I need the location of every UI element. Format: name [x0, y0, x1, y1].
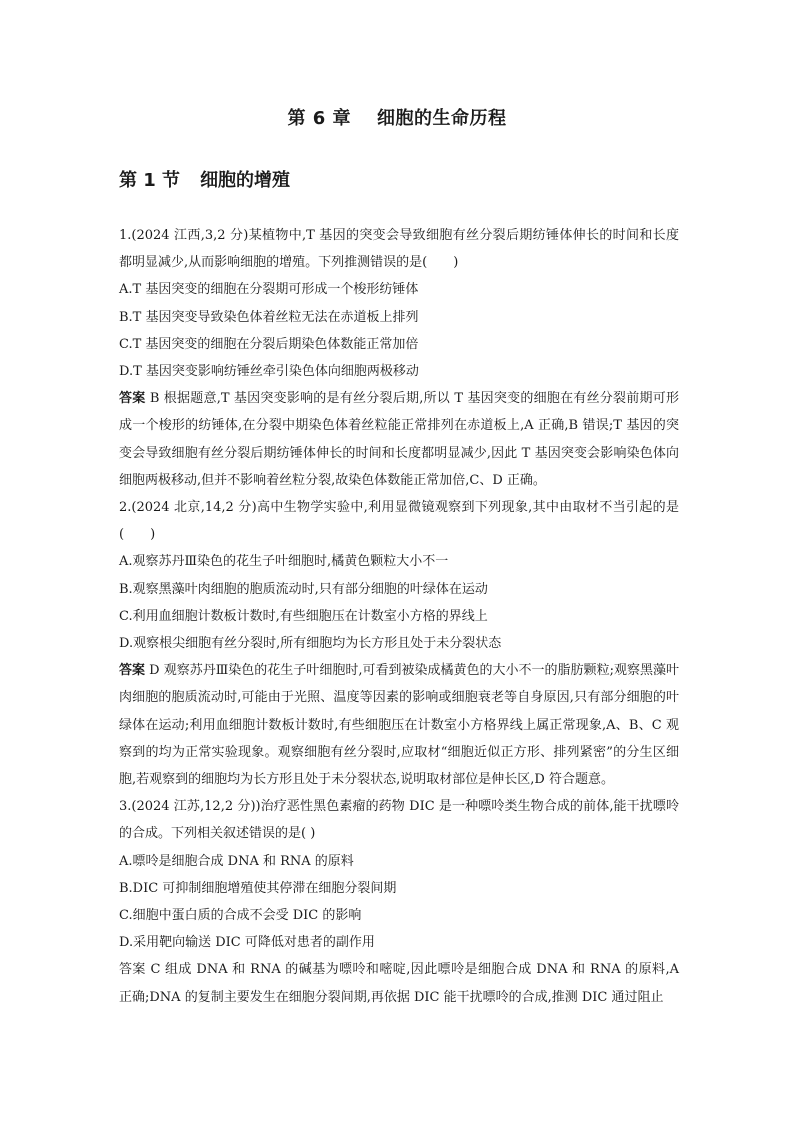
option-c: C.细胞中蛋白质的合成不会受 DIC 的影响 [119, 908, 362, 924]
option-d: D.采用靶向输送 DIC 可降低对患者的副作用 [119, 935, 375, 951]
question-stem: 3.(2024 江苏,12,2 分))治疗恶性黑色素瘤的药物 DIC 是一种嘌呤类生物合成的前体,能干扰嘌呤的合成。下列相关叙述错误的是( ) [119, 799, 679, 842]
answer-explanation [119, 956, 679, 1010]
answer-text: C 组成 DNA 和 RNA 的碱基为嘌呤和嘧啶,因此嘌呤是细胞合成 DNA 和 RNA 的原料,A 正确;DNA 的复制主要发生在细胞分裂间期,再依据 DIC 能干扰嘌呤的合成,推测 DIC 通过阻止 [119, 962, 679, 1005]
option-b: B.DIC 可抑制细胞增殖使其停滞在细胞分裂间期 [119, 880, 397, 896]
chapter-number: 第 6 章 [287, 108, 352, 129]
option-b: B.观察黑藻叶肉细胞的胞质流动时,只有部分细胞的叶绿体在运动 [119, 581, 488, 597]
answer-label: 答案 [119, 663, 146, 679]
option-c: C.T 基因突变的细胞在分裂后期染色体数能正常加倍 [119, 336, 419, 352]
option-b: B.T 基因突变导致染色体着丝粒无法在赤道板上排列 [119, 309, 419, 325]
question-list [119, 222, 679, 1011]
option-c: C.利用血细胞计数板计数时,有些细胞压在计数室小方格的界线上 [119, 608, 488, 624]
answer-label: 答案 [119, 962, 146, 978]
answer-explanation [119, 657, 679, 793]
question-stem: 1.(2024 江西,3,2 分)某植物中,T 基因的突变会导致细胞有丝分裂后期纺锤体伸长的时间和长度都明显减少,从而影响细胞的增殖。下列推测错误的是( ) [119, 228, 679, 271]
answer-text: B 根据题意,T 基因突变影响的是有丝分裂后期,所以 T 基因突变的细胞在有丝分裂前期可形成一个梭形的纺锤体,在分裂中期染色体着丝粒能正常排列在赤道板上,A 正确,B 错误;T 基因的突变会导致细胞有丝分裂后期纺锤体伸长的时间和长度都明显减少,因此 T 基因突变会影响染色体向细胞两极移动,但并不影响着丝粒分裂,故染色体数能正常加倍,C、D 正确。 [119, 391, 679, 488]
option-a: A.观察苏丹Ⅲ染色的花生子叶细胞时,橘黄色颗粒大小不一 [119, 554, 449, 570]
section-title [119, 166, 290, 192]
chapter-name: 细胞的生命历程 [377, 108, 507, 129]
option-a: A.T 基因突变的细胞在分裂期可形成一个梭形纺锤体 [119, 282, 419, 298]
option-d: D.观察根尖细胞有丝分裂时,所有细胞均为长方形且处于未分裂状态 [119, 636, 502, 652]
answer-label: 答案 [119, 391, 146, 407]
option-d: D.T 基因突变影响纺锤丝牵引染色体向细胞两极移动 [119, 364, 419, 380]
option-a: A.嘌呤是细胞合成 DNA 和 RNA 的原料 [119, 853, 354, 869]
chapter-title [0, 104, 794, 130]
answer-text: D 观察苏丹Ⅲ染色的花生子叶细胞时,可看到被染成橘黄色的大小不一的脂肪颗粒;观察黑藻叶肉细胞的胞质流动时,可能由于光照、温度等因素的影响或细胞衰老等自身原因,只有部分细胞的叶绿体在运动;利用血细胞计数板计数时,有些细胞压在计数室小方格界线上属正常现象,A、B、C 观察到的均为正常实验现象。观察细胞有丝分裂时,应取材“细胞近似正方形、排列紧密”的分生区细胞,若观察到的细胞均为长方形且处于未分裂状态,说明取材部位是伸长区,D 符合题意。 [119, 663, 679, 788]
section-name: 细胞的增殖 [200, 170, 291, 191]
section-number: 第 1 节 [119, 170, 181, 191]
answer-explanation [119, 385, 679, 494]
question-stem: 2.(2024 北京,14,2 分)高中生物学实验中,利用显微镜观察到下列现象,其中由取材不当引起的是( ) [119, 500, 679, 543]
